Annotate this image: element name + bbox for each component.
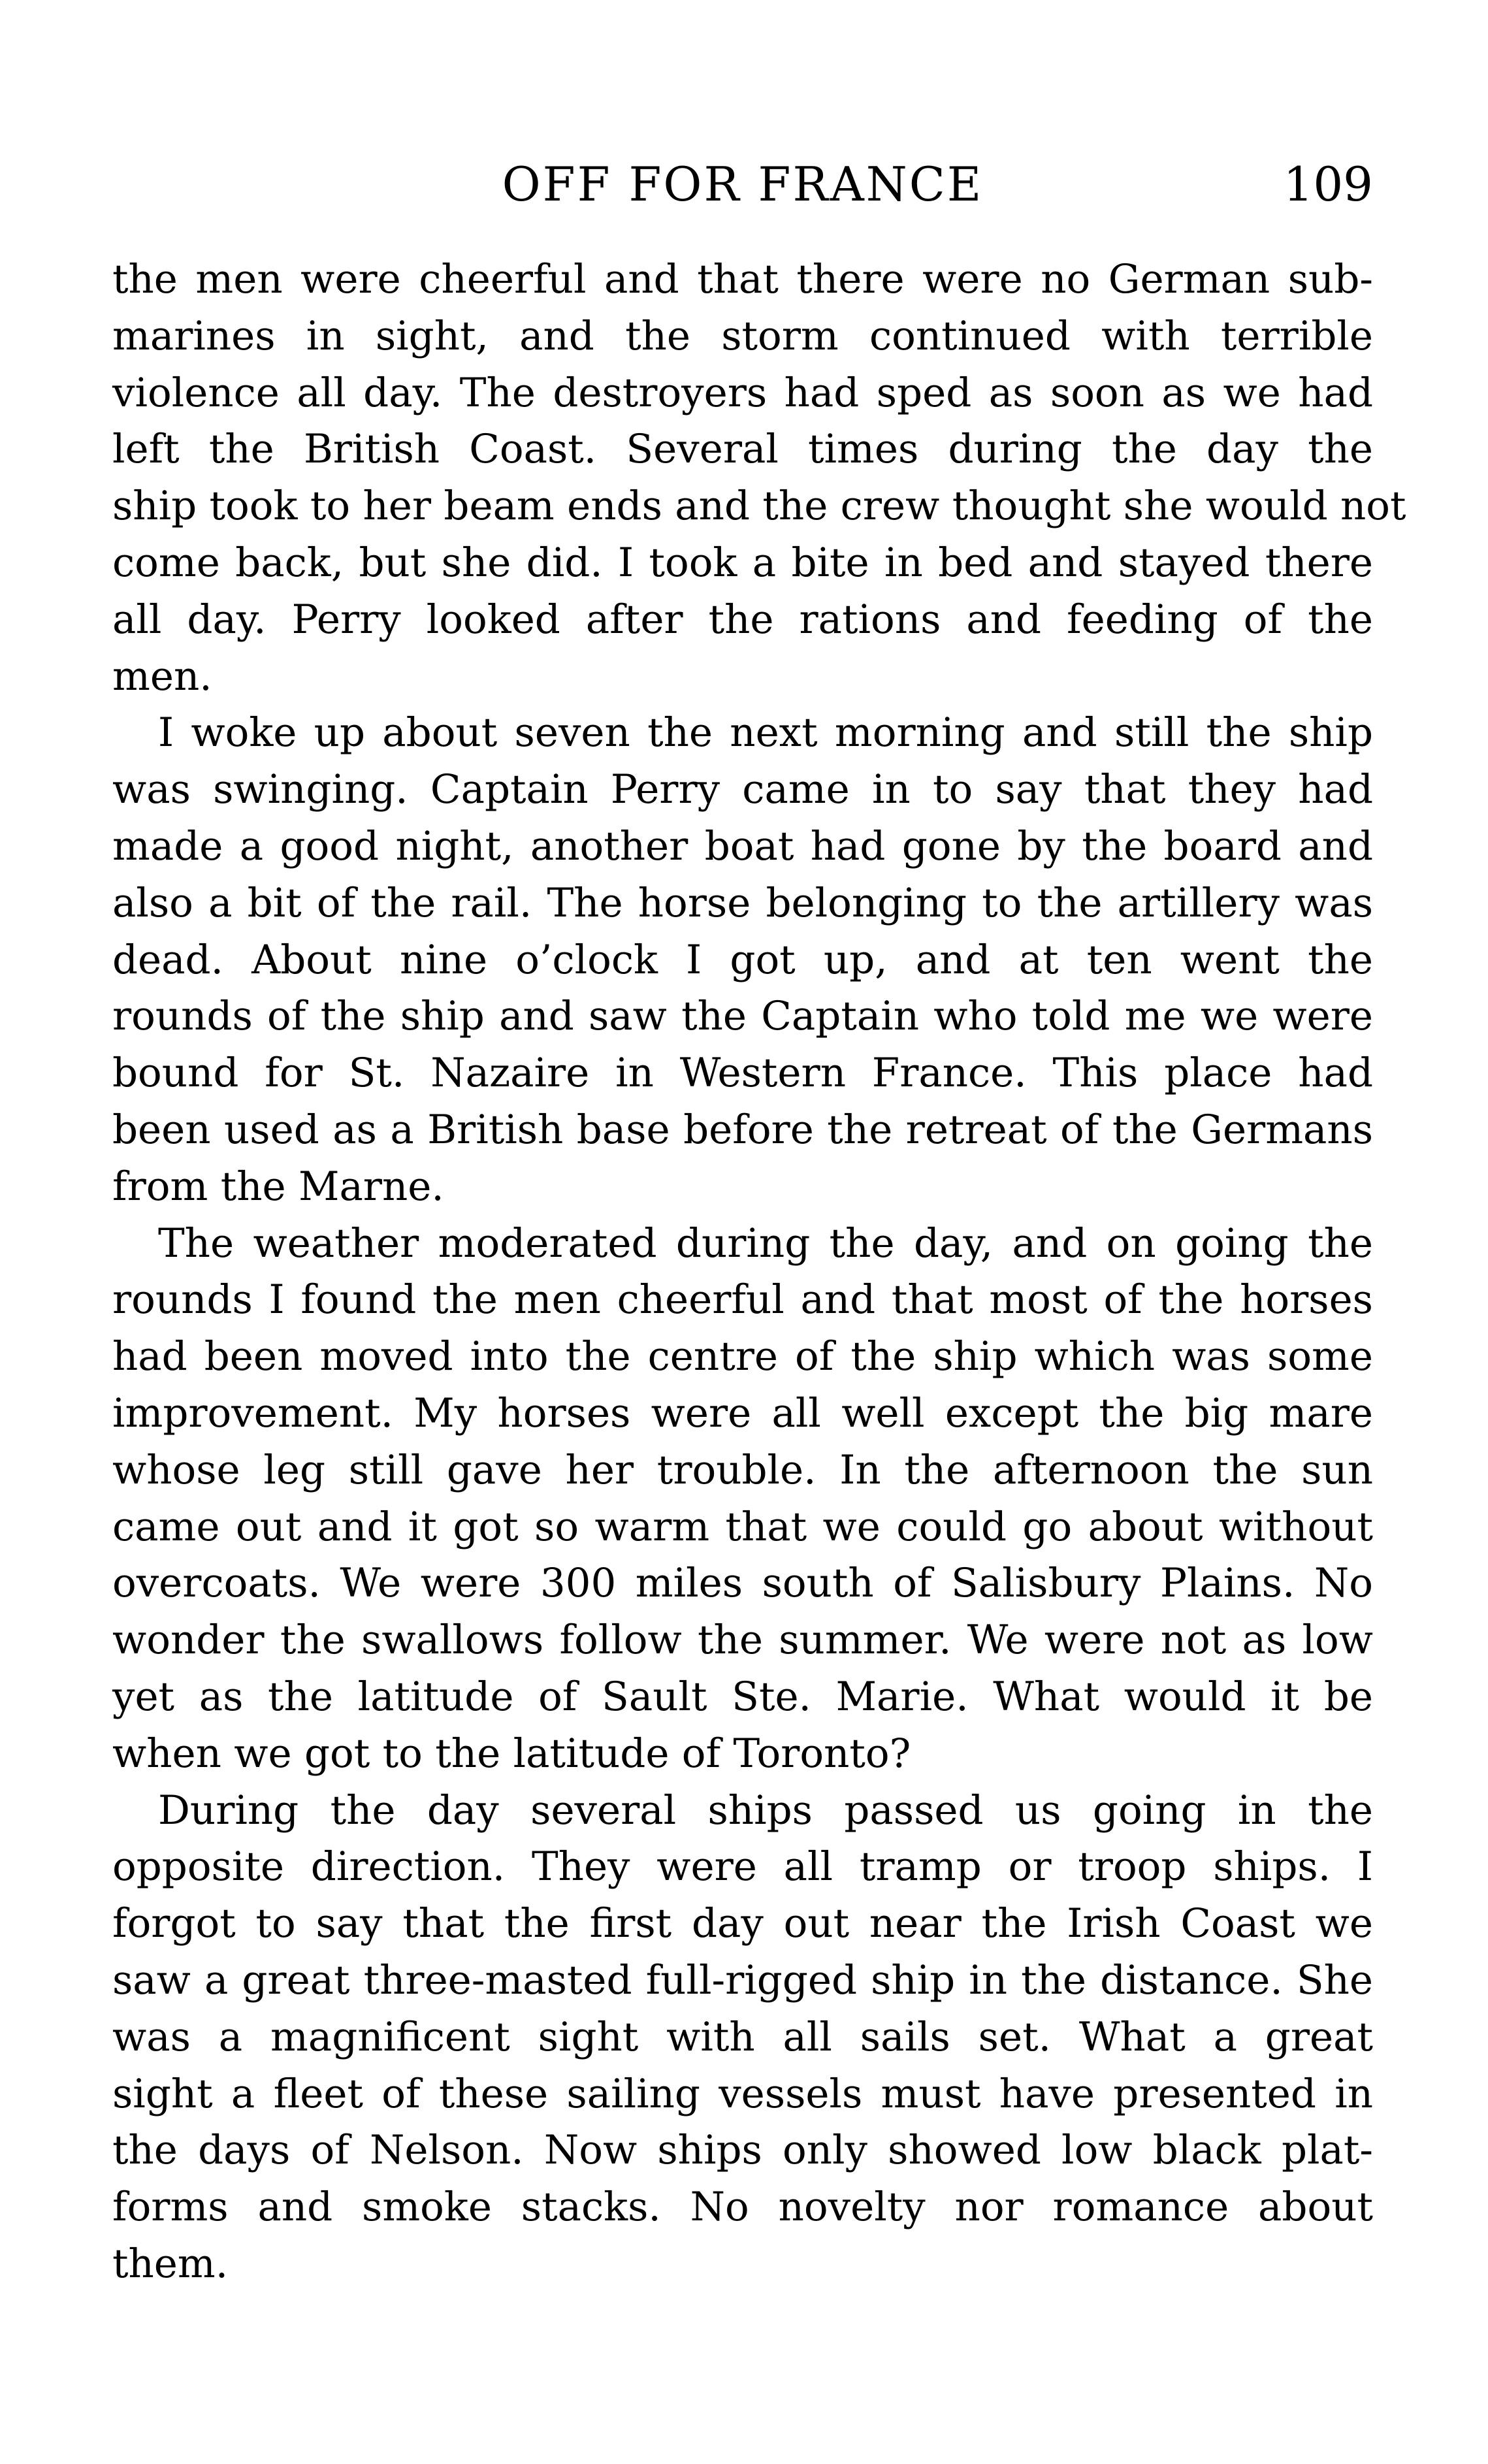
text-line: when we got to the latitude of Toronto? (112, 1730, 911, 1777)
text-line: the men were cheerful and that there were no German sub- (112, 256, 1373, 302)
text-line: also a bit of the rail. The horse belonging to the artillery was (112, 879, 1373, 926)
text-line: overcoats. We were 300 miles south of Salisbury Plains. No (112, 1560, 1373, 1607)
text-line: made a good night, another boat had gone by the board and (112, 822, 1373, 869)
paragraph-2 (112, 705, 1373, 1215)
text-line: them. (112, 2240, 229, 2287)
text-line: rounds of the ship and saw the Captain who told me we were (112, 993, 1373, 1040)
text-line: improvement. My horses were all well except the big mare (112, 1389, 1373, 1436)
text-line: dead. About nine o’clock I got up, and at ten went the (112, 936, 1373, 983)
text-line: marines in sight, and the storm continued with terrible (112, 312, 1373, 359)
text-line: been used as a British base before the retreat of the Germans (112, 1106, 1373, 1153)
text-line: was a magnificent sight with all sails set. What a great (112, 2013, 1373, 2060)
page-number: 109 (1283, 157, 1373, 212)
text-line: come back, but she did. I took a bite in bed and stayed there (112, 539, 1373, 586)
text-line: opposite direction. They were all tramp or troop ships. I (112, 1843, 1373, 1890)
running-title: OFF FOR FRANCE (502, 157, 984, 212)
page-header (112, 152, 1373, 223)
text-line: violence all day. The destroyers had sped as soon as we had (112, 369, 1373, 416)
text-line: I woke up about seven the next morning and still the ship (158, 709, 1373, 756)
paragraph-1 (112, 251, 1406, 705)
text-line: wonder the swallows follow the summer. We were not as low (112, 1617, 1373, 1664)
text-line: forgot to say that the first day out near the Irish Coast we (112, 1900, 1373, 1947)
text-line: from the Marne. (112, 1163, 444, 1210)
text-line: yet as the latitude of Sault Ste. Marie. What would it be (112, 1673, 1373, 1720)
text-line: saw a great three-masted full-rigged ship in the distance. She (112, 1956, 1373, 2003)
text-line: the days of Nelson. Now ships only showed low black plat- (112, 2127, 1373, 2174)
text-line: sight a fleet of these sailing vessels must have presented in (112, 2070, 1373, 2117)
text-line: men. (112, 653, 212, 700)
text-line: forms and smoke stacks. No novelty nor romance about (112, 2184, 1373, 2231)
text-line: came out and it got so warm that we could go about without (112, 1503, 1373, 1550)
text-line: left the British Coast. Several times during the day the (112, 426, 1373, 473)
text-line: whose leg still gave her trouble. In the afternoon the sun (112, 1446, 1373, 1493)
paragraph-3 (112, 1216, 1373, 1783)
text-line: The weather moderated during the day, and on going the (158, 1220, 1373, 1267)
text-line: ship took to her beam ends and the crew thought she would not (112, 483, 1406, 530)
text-line: had been moved into the centre of the ship which was some (112, 1333, 1373, 1380)
text-line: bound for St. Nazaire in Western France. This place had (112, 1050, 1373, 1097)
body-text (112, 251, 1406, 2293)
text-line: rounds I found the men cheerful and that most of the horses (112, 1276, 1373, 1323)
text-line: all day. Perry looked after the rations and feeding of the (112, 596, 1373, 643)
text-line: was swinging. Captain Perry came in to say that they had (112, 766, 1373, 813)
paragraph-4 (112, 1783, 1373, 2293)
text-line: During the day several ships passed us going in the (158, 1787, 1373, 1834)
